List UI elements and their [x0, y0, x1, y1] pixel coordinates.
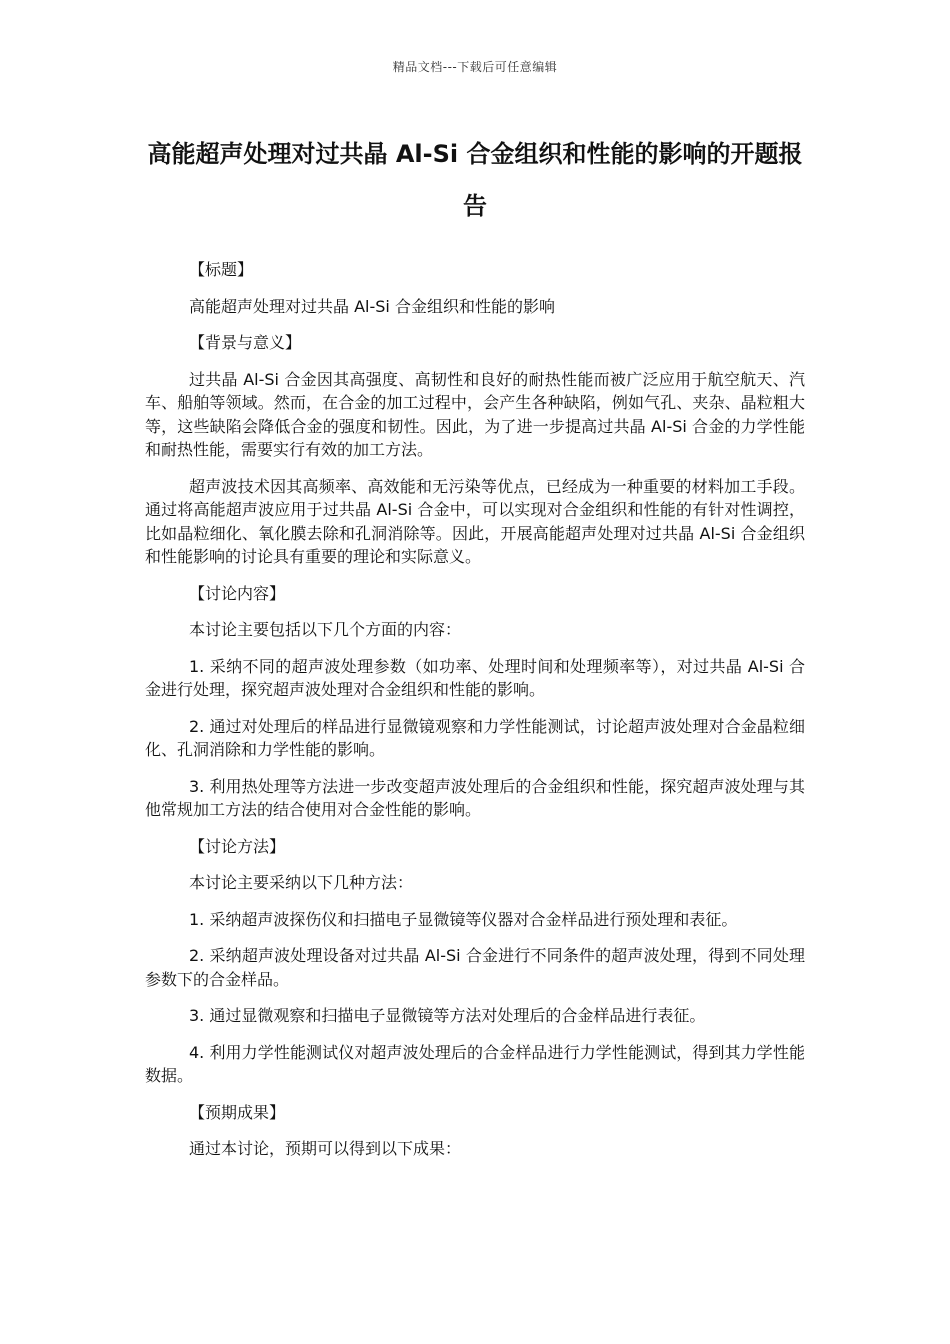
paragraph: 本讨论主要采纳以下几种方法：	[189, 873, 414, 892]
paragraph: 超声波技术因其高频率、高效能和无污染等优点，已经成为一种重要的材料加工手段。通过将高能超声波应用于过共晶 Al-Si 合金中，可以实现对合金组织和性能的有针对性调控，比如晶粒细化、氧化膜去除和孔洞消除等。因此，开展高能超声处理对过共晶 Al-Si 合金组织和性能影响的讨论具有重要的理论和实际意义。	[145, 476, 805, 566]
document-body	[145, 258, 805, 1174]
paragraph: 高能超声处理对过共晶 Al-Si 合金组织和性能的影响	[189, 296, 555, 316]
section-heading-expected-results: 【预期成果】	[189, 1102, 286, 1122]
list-item: 3. 利用热处理等方法进一步改变超声波处理后的合金组织和性能，探究超声波处理与其他常规加工方法的结合使用对合金性能的影响。	[145, 776, 805, 819]
section-heading-background: 【背景与意义】	[189, 333, 302, 352]
paragraph: 通过本讨论，预期可以得到以下成果：	[189, 1139, 462, 1158]
section-heading-methods: 【讨论方法】	[189, 836, 286, 856]
list-item: 1. 采纳不同的超声波处理参数（如功率、处理时间和处理频率等），对过共晶 Al-Si 合金进行处理，探究超声波处理对合金组织和性能的影响。	[145, 656, 805, 699]
section-heading-content: 【讨论内容】	[189, 583, 286, 603]
page-header: 精品文档---下载后可任意编辑	[392, 60, 558, 74]
list-item: 3. 通过显微观察和扫描电子显微镜等方法对处理后的合金样品进行表征。	[189, 1006, 706, 1025]
section-heading-title: 【标题】	[189, 260, 254, 279]
list-item: 2. 采纳超声波处理设备对过共晶 Al-Si 合金进行不同条件的超声波处理，得到不同处理参数下的合金样品。	[145, 946, 805, 989]
document-title: 高能超声处理对过共晶 Al-Si 合金组织和性能的影响的开题报告	[147, 140, 803, 220]
paragraph: 本讨论主要包括以下几个方面的内容：	[189, 620, 462, 639]
paragraph: 过共晶 Al-Si 合金因其高强度、高韧性和良好的耐热性能而被广泛应用于航空航天、汽车、船舶等领域。然而，在合金的加工过程中，会产生各种缺陷，例如气孔、夹杂、晶粒粗大等，这些缺陷会降低合金的强度和韧性。因此，为了进一步提高过共晶 Al-Si 合金的力学性能和耐热性能，需要实行有效的加工方法。	[145, 369, 805, 459]
list-item: 1. 采纳超声波探伤仪和扫描电子显微镜等仪器对合金样品进行预处理和表征。	[189, 909, 738, 929]
list-item: 4. 利用力学性能测试仪对超声波处理后的合金样品进行力学性能测试，得到其力学性能数据。	[145, 1042, 805, 1085]
list-item: 2. 通过对处理后的样品进行显微镜观察和力学性能测试，讨论超声波处理对合金晶粒细化、孔洞消除和力学性能的影响。	[145, 716, 805, 759]
